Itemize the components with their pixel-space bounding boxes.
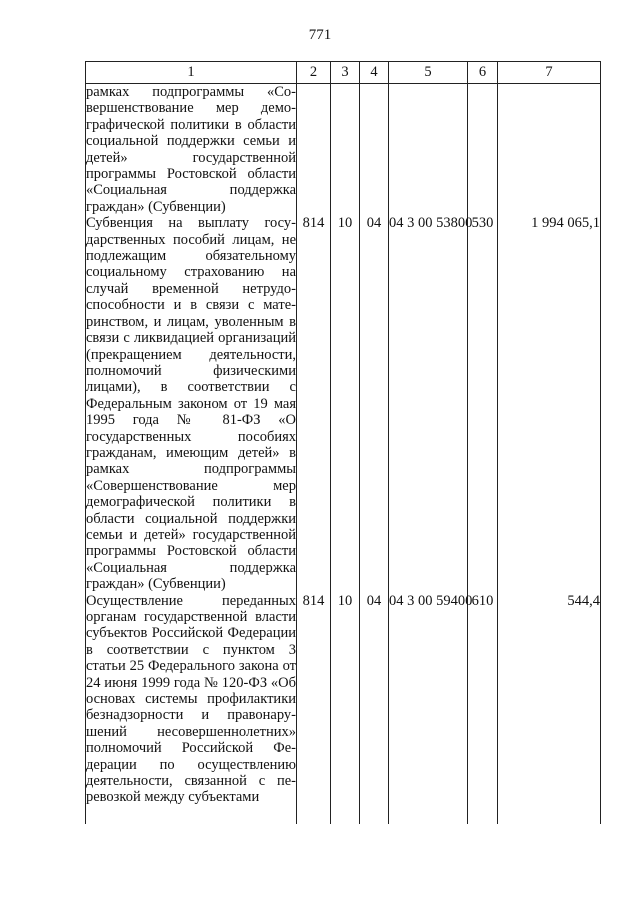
section-code: 10 xyxy=(331,215,360,592)
amount: 1 994 065,1 xyxy=(498,215,601,592)
page-number: 771 xyxy=(308,27,332,43)
expense-type-code xyxy=(468,84,498,216)
subsection-code xyxy=(360,84,389,216)
row-description-cell xyxy=(86,84,297,216)
target-article-code: 04 3 00 53800 xyxy=(389,215,468,592)
ministry-code: 814 xyxy=(297,215,331,592)
table-row xyxy=(86,593,601,824)
budget-table xyxy=(85,61,601,824)
column-header: 4 xyxy=(360,62,389,84)
column-header: 1 xyxy=(86,62,297,84)
section-code xyxy=(331,84,360,216)
subsection-code: 04 xyxy=(360,215,389,592)
ministry-code: 814 xyxy=(297,593,331,824)
column-header: 7 xyxy=(498,62,601,84)
amount xyxy=(498,84,601,216)
amount: 544,4 xyxy=(498,593,601,824)
row-description-cell xyxy=(86,215,297,592)
table-row xyxy=(86,84,601,216)
section-code: 10 xyxy=(331,593,360,824)
column-header: 2 xyxy=(297,62,331,84)
table-row xyxy=(86,215,601,592)
expense-type-code: 530 xyxy=(468,215,498,592)
target-article-code: 04 3 00 59400 xyxy=(389,593,468,824)
column-header: 3 xyxy=(331,62,360,84)
column-header: 5 xyxy=(389,62,468,84)
target-article-code xyxy=(389,84,468,216)
row-description: Субвенция на выплату государственных пособий лицам, не подлежащим обязательному социальному страхованию на случай временной нетрудоспособности и в связи с материнством, и лицам, уволенным в связи с ликвидацией организаций (прекращением деятельности, полномочий физическими лицами), в соответствии с Федеральным законом от 19 мая 1995 года № 81-ФЗ «О государственных пособиях гражданам, имеющим детей» в рамках подпрограммы «Совершенствование мер демографической политики в области социальной поддержки семьи и детей» государственной программы Ростовской области «Социальная поддержка граждан» (Субвенции) xyxy=(86,215,296,593)
table-header-row xyxy=(86,62,601,84)
ministry-code xyxy=(297,84,331,216)
subsection-code: 04 xyxy=(360,593,389,824)
column-header: 6 xyxy=(468,62,498,84)
row-description: Осуществление переданных органам государственной власти субъектов Российской Федерации в соответствии с пунктом 3 статьи 25 Федерального закона от 24 июня 1999 года № 120-ФЗ «Об основах системы профилактики безнадзорности и правонарушений несовершеннолетних» полномочий Российской Федерации по осуществлению деятельности, связанной с перевозкой между субъектами xyxy=(86,592,296,806)
row-description-cell xyxy=(86,593,297,824)
row-description: рамках подпрограммы «Совершенствование мер демографической политики в области социальной поддержки семьи и детей» государственной программы Ростовской области «Социальная поддержка граждан» (Субвенции) xyxy=(86,84,296,215)
expense-type-code: 610 xyxy=(468,593,498,824)
